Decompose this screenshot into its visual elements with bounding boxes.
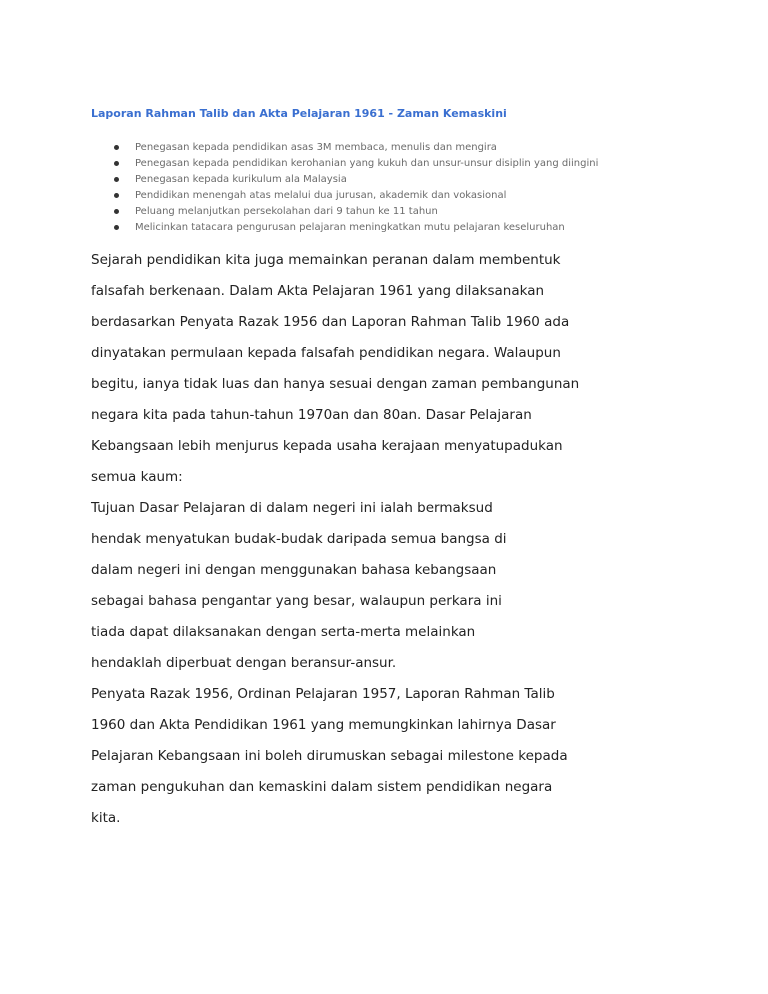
body-line: Kebangsaan lebih menjurus kepada usaha kerajaan menyatupadukan [91,438,563,454]
body-line: berdasarkan Penyata Razak 1956 dan Laporan Rahman Talib 1960 ada [91,314,570,330]
bullet-item: Melicinkan tatacara pengurusan pelajaran meningkatkan mutu pelajaran keseluruhan [91,220,598,236]
quote-line: hendaklah diperbuat dengan beransur-ansur. [91,655,397,671]
body-line: falsafah berkenaan. Dalam Akta Pelajaran 1961 yang dilaksanakan [91,283,545,299]
body-line: kita. [91,810,121,826]
body-line: dinyatakan permulaan kepada falsafah pendidikan negara. Walaupun [91,345,561,361]
quote-line: tiada dapat dilaksanakan dengan serta-merta melainkan [91,624,476,640]
bullet-item: Peluang melanjutkan persekolahan dari 9 tahun ke 11 tahun [91,204,598,220]
bullet-list [91,140,598,236]
quote-line: dalam negeri ini dengan menggunakan bahasa kebangsaan [91,562,497,578]
body-line: negara kita pada tahun-tahun 1970an dan 80an. Dasar Pelajaran [91,407,532,423]
body-line: zaman pengukuhan dan kemaskini dalam sistem pendidikan negara [91,779,553,795]
section-heading: Laporan Rahman Talib dan Akta Pelajaran 1961 - Zaman Kemaskini [91,107,507,120]
quote-line: hendak menyatukan budak-budak daripada semua bangsa di [91,531,507,547]
quote-line: sebagai bahasa pengantar yang besar, walaupun perkara ini [91,593,502,609]
body-line: Pelajaran Kebangsaan ini boleh dirumuskan sebagai milestone kepada [91,748,568,764]
bullet-item: Pendidikan menengah atas melalui dua jurusan, akademik dan vokasional [91,188,598,204]
body-paragraphs [91,245,579,834]
body-line: Penyata Razak 1956, Ordinan Pelajaran 1957, Laporan Rahman Talib [91,686,555,702]
bullet-item: Penegasan kepada pendidikan asas 3M membaca, menulis dan mengira [91,140,598,156]
body-line: begitu, ianya tidak luas dan hanya sesuai dengan zaman pembangunan [91,376,580,392]
bullet-item: Penegasan kepada pendidikan kerohanian yang kukuh dan unsur-unsur disiplin yang diingini [91,156,598,172]
body-line: Sejarah pendidikan kita juga memainkan peranan dalam membentuk [91,252,561,268]
body-line: 1960 dan Akta Pendidikan 1961 yang memungkinkan lahirnya Dasar [91,717,556,733]
body-line: semua kaum: [91,469,183,485]
quote-line: Tujuan Dasar Pelajaran di dalam negeri ini ialah bermaksud [91,500,493,516]
bullet-item: Penegasan kepada kurikulum ala Malaysia [91,172,598,188]
